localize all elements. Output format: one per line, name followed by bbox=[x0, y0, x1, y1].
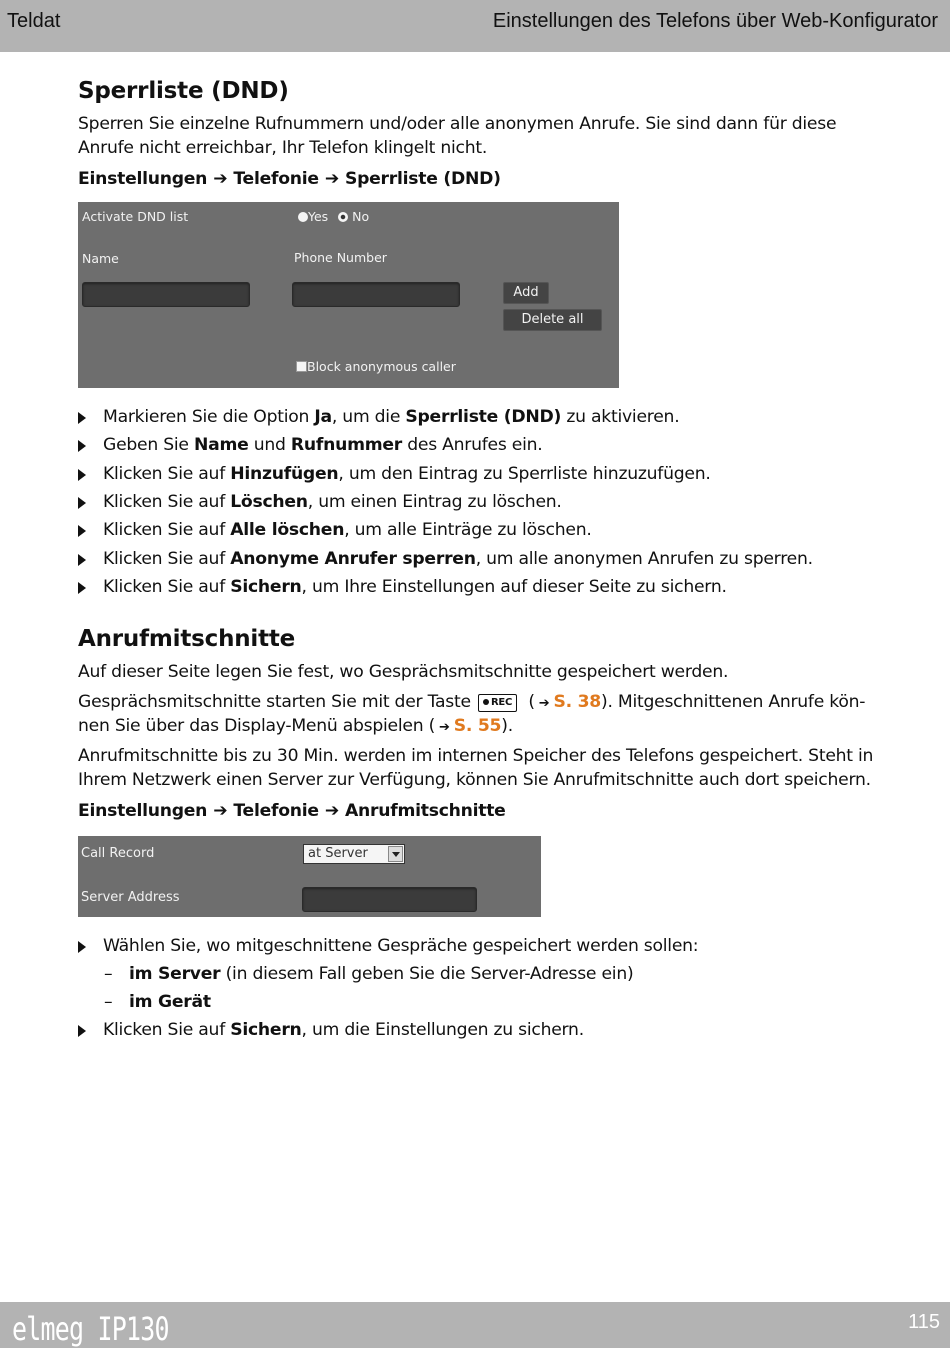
arrow-icon: ➔ bbox=[439, 720, 450, 735]
path-step: Anrufmitschnitte bbox=[344, 801, 506, 821]
rec-paragraph-2-line-1: Gesprächsmitschnitte starten Sie mit der Taste REC ( ➔ S. 38). Mitgeschnittenen Anrufe kön- bbox=[78, 690, 865, 716]
bullet-triangle-icon bbox=[78, 497, 86, 509]
page-number: 115 bbox=[908, 1311, 940, 1333]
rec-paragraph-3-line-2: Ihrem Netzwerk einen Server zur Verfügung, können Sie Anrufmitschnitte auch dort speichern. bbox=[78, 770, 871, 790]
path-step: Telefonie bbox=[233, 169, 319, 189]
yes-radio-label: Yes bbox=[308, 209, 329, 224]
no-radio-label: No bbox=[352, 209, 370, 224]
server-address-label: Server Address bbox=[81, 890, 180, 905]
activate-dnd-label: Activate DND list bbox=[82, 209, 189, 224]
bullet-triangle-icon bbox=[78, 525, 86, 537]
arrow-icon: ➔ bbox=[538, 696, 550, 711]
call-record-label: Call Record bbox=[81, 846, 155, 861]
rec-paragraph-1: Auf dieser Seite legen Sie fest, wo Gesprächsmitschnitte gespeichert werden. bbox=[78, 662, 729, 682]
rec-key-icon: REC bbox=[478, 694, 517, 712]
arrow-icon: ➔ bbox=[213, 801, 228, 821]
block-anonymous-option bbox=[296, 359, 456, 374]
no-radio[interactable] bbox=[338, 212, 348, 222]
dnd-intro-line-2: Anrufe nicht erreichbar, Ihr Telefon klingelt nicht. bbox=[78, 138, 488, 158]
path-step: Einstellungen bbox=[78, 169, 208, 189]
page-link-38[interactable]: S. 38 bbox=[553, 692, 602, 712]
bullet-triangle-icon bbox=[78, 941, 86, 953]
chevron-down-icon[interactable] bbox=[388, 846, 403, 862]
product-logo: elmeg IP130 bbox=[12, 1310, 169, 1348]
rec-paragraph-3-line-1: Anrufmitschnitte bis zu 30 Min. werden im internen Speicher des Telefons gespeichert. Steht in bbox=[78, 746, 874, 766]
bullet-triangle-icon bbox=[78, 554, 86, 566]
bullet-triangle-icon bbox=[78, 440, 86, 452]
rec-menu-path bbox=[78, 799, 506, 823]
path-step: Einstellungen bbox=[78, 801, 208, 821]
page-header bbox=[0, 0, 950, 52]
page-footer bbox=[0, 1302, 950, 1348]
section-heading-dnd: Sperrliste (DND) bbox=[78, 78, 289, 104]
phone-number-input[interactable] bbox=[292, 282, 460, 307]
call-record-select-value: at Server bbox=[308, 846, 368, 861]
arrow-icon: ➔ bbox=[324, 169, 339, 189]
block-anonymous-label: Block anonymous caller bbox=[307, 359, 456, 374]
arrow-icon: ➔ bbox=[324, 801, 339, 821]
call-record-settings-screenshot bbox=[78, 836, 541, 917]
header-brand: Teldat bbox=[7, 10, 61, 32]
bullet-triangle-icon bbox=[78, 1025, 86, 1037]
activate-dnd-radio-group bbox=[298, 209, 369, 224]
phone-number-label: Phone Number bbox=[294, 250, 387, 265]
bullet-triangle-icon bbox=[78, 412, 86, 424]
dnd-intro-line-1: Sperren Sie einzelne Rufnummern und/oder alle anonymen Anrufe. Sie sind dann für diese bbox=[78, 114, 837, 134]
bullet-triangle-icon bbox=[78, 469, 86, 481]
name-label: Name bbox=[82, 251, 119, 266]
dnd-settings-screenshot bbox=[78, 202, 619, 388]
path-step: Sperrliste (DND) bbox=[344, 169, 501, 189]
path-step: Telefonie bbox=[233, 801, 319, 821]
name-input[interactable] bbox=[82, 282, 250, 307]
delete-all-button[interactable]: Delete all bbox=[503, 309, 602, 331]
page-link-55[interactable]: S. 55 bbox=[453, 716, 502, 736]
section-heading-call-record: Anrufmitschnitte bbox=[78, 626, 296, 652]
arrow-icon: ➔ bbox=[213, 169, 228, 189]
dnd-menu-path bbox=[78, 167, 501, 191]
header-title: Einstellungen des Telefons über Web-Konfigurator bbox=[492, 10, 938, 32]
rec-paragraph-2-line-2: nen Sie über das Display-Menü abspielen ( ➔ S. 55). bbox=[78, 714, 513, 740]
call-record-select[interactable] bbox=[303, 844, 405, 864]
yes-radio[interactable] bbox=[298, 212, 308, 222]
bullet-triangle-icon bbox=[78, 582, 86, 594]
server-address-input[interactable] bbox=[302, 887, 477, 912]
add-button[interactable]: Add bbox=[503, 282, 549, 304]
block-anonymous-checkbox[interactable] bbox=[296, 361, 307, 372]
